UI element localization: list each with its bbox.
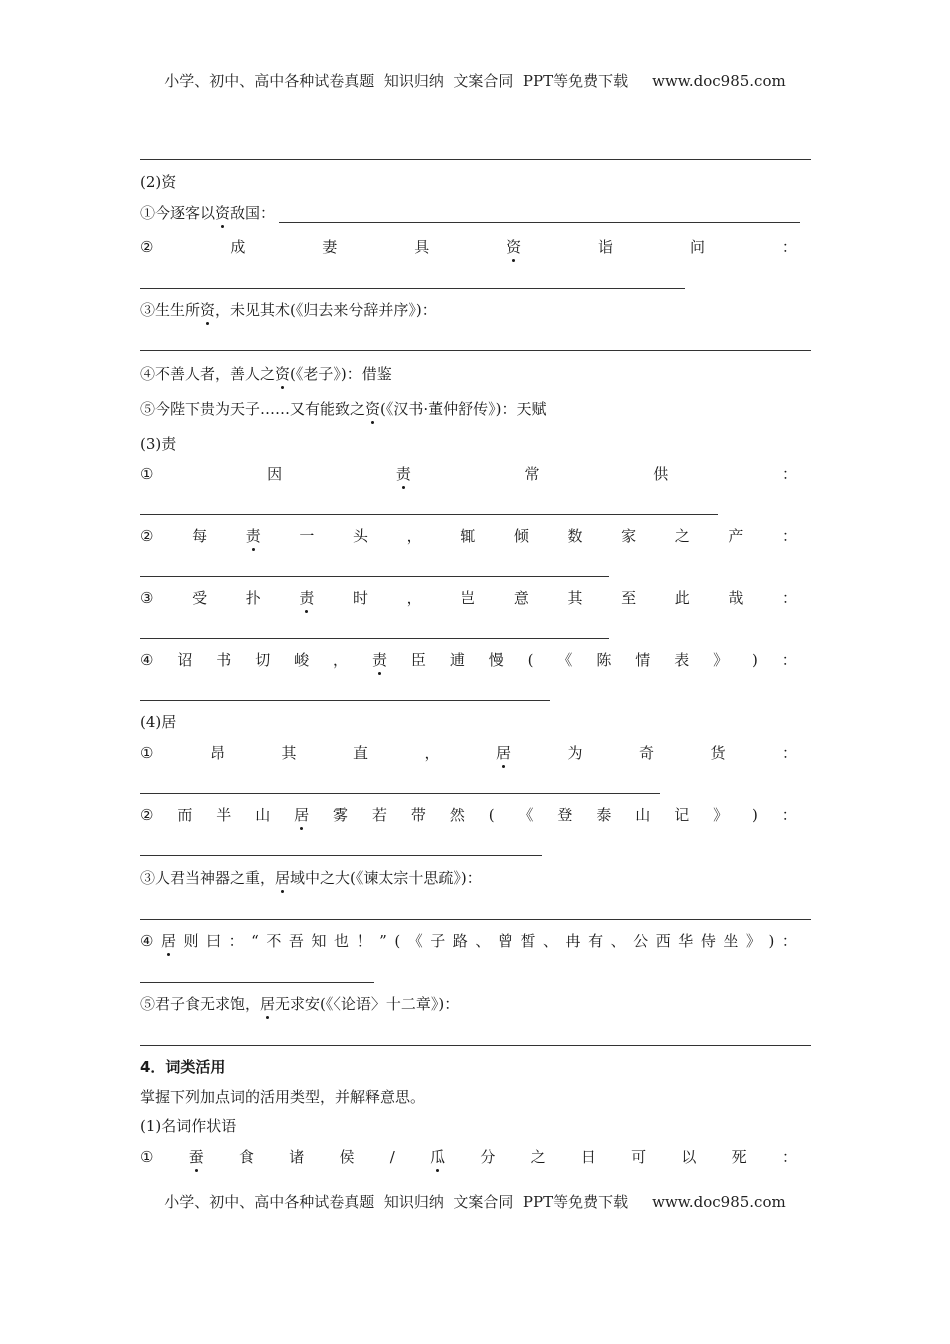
page-footer [0, 1191, 950, 1212]
char: ， [333, 651, 349, 669]
char: 华 [678, 932, 694, 950]
char: 成 [230, 238, 246, 256]
char: 哉 [728, 589, 744, 607]
char: ③ [140, 589, 154, 607]
answer-line[interactable] [140, 159, 811, 160]
char: 分 [480, 1148, 496, 1166]
char: 货 [710, 744, 726, 762]
dotted-char: 资 [275, 365, 291, 383]
dotted-char: 居 [275, 869, 291, 887]
item-4-1 [140, 1147, 797, 1167]
char: 家 [621, 527, 637, 545]
char: ： [781, 744, 797, 762]
char: 半 [216, 806, 232, 824]
char: 扑 [245, 589, 261, 607]
char: ② [140, 238, 154, 256]
char: ： [228, 932, 244, 950]
char: 然 [449, 806, 465, 824]
char: 诏 [177, 651, 193, 669]
item-zi-5: ⑤今陛下贵为天子……又有能致之资(《汉书·董仲舒传》)：天赋 [140, 400, 547, 418]
char: 至 [621, 589, 637, 607]
item-ze-3 [140, 588, 797, 608]
char: 岂 [460, 589, 476, 607]
char: 》 [713, 806, 729, 824]
char: 登 [557, 806, 573, 824]
char: 表 [674, 651, 690, 669]
char: 》 [745, 932, 761, 950]
char: 有 [588, 932, 604, 950]
char: 常 [524, 465, 540, 483]
char: 吾 [288, 932, 304, 950]
char: 头 [352, 527, 368, 545]
dotted-char: 居 [160, 932, 176, 950]
char: 曾 [497, 932, 513, 950]
item-ze-2 [140, 526, 797, 546]
char: ) [752, 806, 758, 824]
answer-line[interactable] [140, 793, 660, 794]
item-ju-5: ⑤君子食无求饱，居无求安(《〈论语〉十二章》)： [140, 995, 460, 1013]
item-ju-1 [140, 743, 797, 763]
char: 意 [513, 589, 529, 607]
char: 逋 [449, 651, 465, 669]
char: 昂 [209, 744, 225, 762]
char: 为 [567, 744, 583, 762]
dotted-char: 资 [365, 400, 381, 418]
char: 食 [238, 1148, 254, 1166]
page-header [0, 70, 950, 91]
char: 《 [557, 651, 573, 669]
char: ① [140, 744, 154, 762]
char: ： [781, 238, 797, 256]
footer-text: 小学、初中、高中各种试卷真题 知识归纳 文案合同 PPT等免费下载 [164, 1193, 629, 1211]
char: ① [140, 465, 154, 483]
section-title-zi: (2)资 [140, 173, 177, 191]
char: / [389, 1148, 395, 1166]
char: 若 [371, 806, 387, 824]
char: 直 [352, 744, 368, 762]
char: 书 [216, 651, 232, 669]
char: 侯 [339, 1148, 355, 1166]
answer-line[interactable] [140, 638, 609, 639]
char: 死 [731, 1148, 747, 1166]
char: 之 [530, 1148, 546, 1166]
char: 臣 [410, 651, 426, 669]
char: 以 [681, 1148, 697, 1166]
char: 雾 [333, 806, 349, 824]
answer-line[interactable] [140, 919, 811, 920]
char: ： [781, 589, 797, 607]
char: 慢 [488, 651, 504, 669]
char: 西 [655, 932, 671, 950]
dotted-char: 资 [200, 301, 216, 319]
char: 则 [183, 932, 199, 950]
answer-line[interactable] [140, 1045, 811, 1046]
item-ju-2 [140, 805, 797, 825]
char: 山 [255, 806, 271, 824]
char: 《 [518, 806, 534, 824]
char: 侍 [700, 932, 716, 950]
char: 带 [410, 806, 426, 824]
char: 其 [281, 744, 297, 762]
char: 诸 [289, 1148, 305, 1166]
item-ze-4 [140, 650, 797, 670]
dotted-char: 责 [395, 465, 411, 483]
char: 诣 [598, 238, 614, 256]
char: 受 [192, 589, 208, 607]
char: 情 [635, 651, 651, 669]
dotted-char: 居 [294, 806, 310, 824]
char: 冉 [565, 932, 581, 950]
char: 《 [407, 932, 423, 950]
item-zi-3: ③生生所资，未见其术(《归去来兮辞并序》)： [140, 301, 437, 319]
item-ju-3: ③人君当神器之重，居域中之大(《谏太宗十思疏》)： [140, 869, 482, 887]
char: 供 [653, 465, 669, 483]
char: 时 [352, 589, 368, 607]
char: ： [781, 465, 797, 483]
item-zi-4: ④不善人者，善人之资(《老子》)：借鉴 [140, 365, 392, 383]
char: ④ [140, 932, 154, 950]
char: ② [140, 527, 154, 545]
char: ① [140, 1148, 154, 1166]
char: ( [527, 651, 534, 669]
dotted-char: 瓜 [430, 1148, 446, 1166]
char: 、 [610, 932, 626, 950]
char: 辄 [460, 527, 476, 545]
dotted-char: 蚕 [188, 1148, 204, 1166]
char: 知 [311, 932, 327, 950]
char: 数 [567, 527, 583, 545]
char: ： [781, 806, 797, 824]
char: 、 [542, 932, 558, 950]
char: 此 [674, 589, 690, 607]
char: ， [406, 589, 422, 607]
dotted-char: 责 [371, 651, 387, 669]
char: 路 [452, 932, 468, 950]
char: 子 [430, 932, 446, 950]
item-zi-1: ①今逐客以资敌国： [140, 203, 800, 223]
char: 日 [580, 1148, 596, 1166]
dotted-char: 责 [299, 589, 315, 607]
char: ( [394, 932, 401, 950]
char: ) [768, 932, 775, 950]
char: 每 [192, 527, 208, 545]
char: ， [424, 744, 440, 762]
section-title-ju: (4)居 [140, 713, 177, 731]
answer-line[interactable] [140, 982, 374, 983]
char: 具 [414, 238, 430, 256]
char: 、 [475, 932, 491, 950]
char: ： [781, 932, 797, 950]
header-url[interactable]: www.doc985.com [652, 72, 786, 90]
footer-url[interactable]: www.doc985.com [652, 1193, 786, 1211]
answer-line[interactable] [140, 700, 550, 701]
char: 不 [266, 932, 282, 950]
char: 妻 [322, 238, 338, 256]
answer-line[interactable] [279, 208, 800, 223]
char: ！ [356, 932, 372, 950]
char: ” [379, 932, 387, 950]
char: 其 [567, 589, 583, 607]
char: “ [251, 932, 259, 950]
section-heading-4: 4．词类活用 [140, 1058, 226, 1076]
char: 泰 [596, 806, 612, 824]
char: 公 [633, 932, 649, 950]
char: ， [406, 527, 422, 545]
char: ： [781, 651, 797, 669]
char: ④ [140, 651, 154, 669]
char: 陈 [596, 651, 612, 669]
char: ) [752, 651, 758, 669]
char: 因 [267, 465, 283, 483]
dotted-char: 居 [260, 995, 276, 1013]
char: 》 [713, 651, 729, 669]
item-zi-2 [140, 237, 797, 257]
char: 而 [177, 806, 193, 824]
subsection-title: (1)名词作状语 [140, 1117, 237, 1135]
char: 记 [674, 806, 690, 824]
char: 峻 [294, 651, 310, 669]
item-ju-4 [140, 931, 797, 951]
char: 山 [635, 806, 651, 824]
section-title-ze: (3)责 [140, 435, 177, 453]
char: 也 [334, 932, 350, 950]
char: 一 [299, 527, 315, 545]
dotted-char: 资 [215, 204, 231, 222]
char: 倾 [513, 527, 529, 545]
char: 切 [255, 651, 271, 669]
char: ： [781, 527, 797, 545]
dotted-char: 居 [495, 744, 511, 762]
char: 可 [631, 1148, 647, 1166]
answer-line[interactable] [140, 350, 811, 351]
answer-line[interactable] [140, 514, 718, 515]
dotted-char: 责 [245, 527, 261, 545]
answer-line[interactable] [140, 288, 685, 289]
answer-line[interactable] [140, 855, 542, 856]
answer-line[interactable] [140, 576, 609, 577]
char: ② [140, 806, 154, 824]
char: ( [488, 806, 495, 824]
char: 奇 [638, 744, 654, 762]
header-text: 小学、初中、高中各种试卷真题 知识归纳 文案合同 PPT等免费下载 [164, 72, 629, 90]
char: 问 [689, 238, 705, 256]
char: 产 [728, 527, 744, 545]
instruction-text: 掌握下列加点词的活用类型，并解释意思。 [140, 1088, 426, 1106]
item-ze-1 [140, 464, 797, 484]
char: 之 [674, 527, 690, 545]
dotted-char: 资 [506, 238, 522, 256]
char: 坐 [723, 932, 739, 950]
char: ： [781, 1148, 797, 1166]
char: 曰 [206, 932, 222, 950]
char: 皙 [520, 932, 536, 950]
